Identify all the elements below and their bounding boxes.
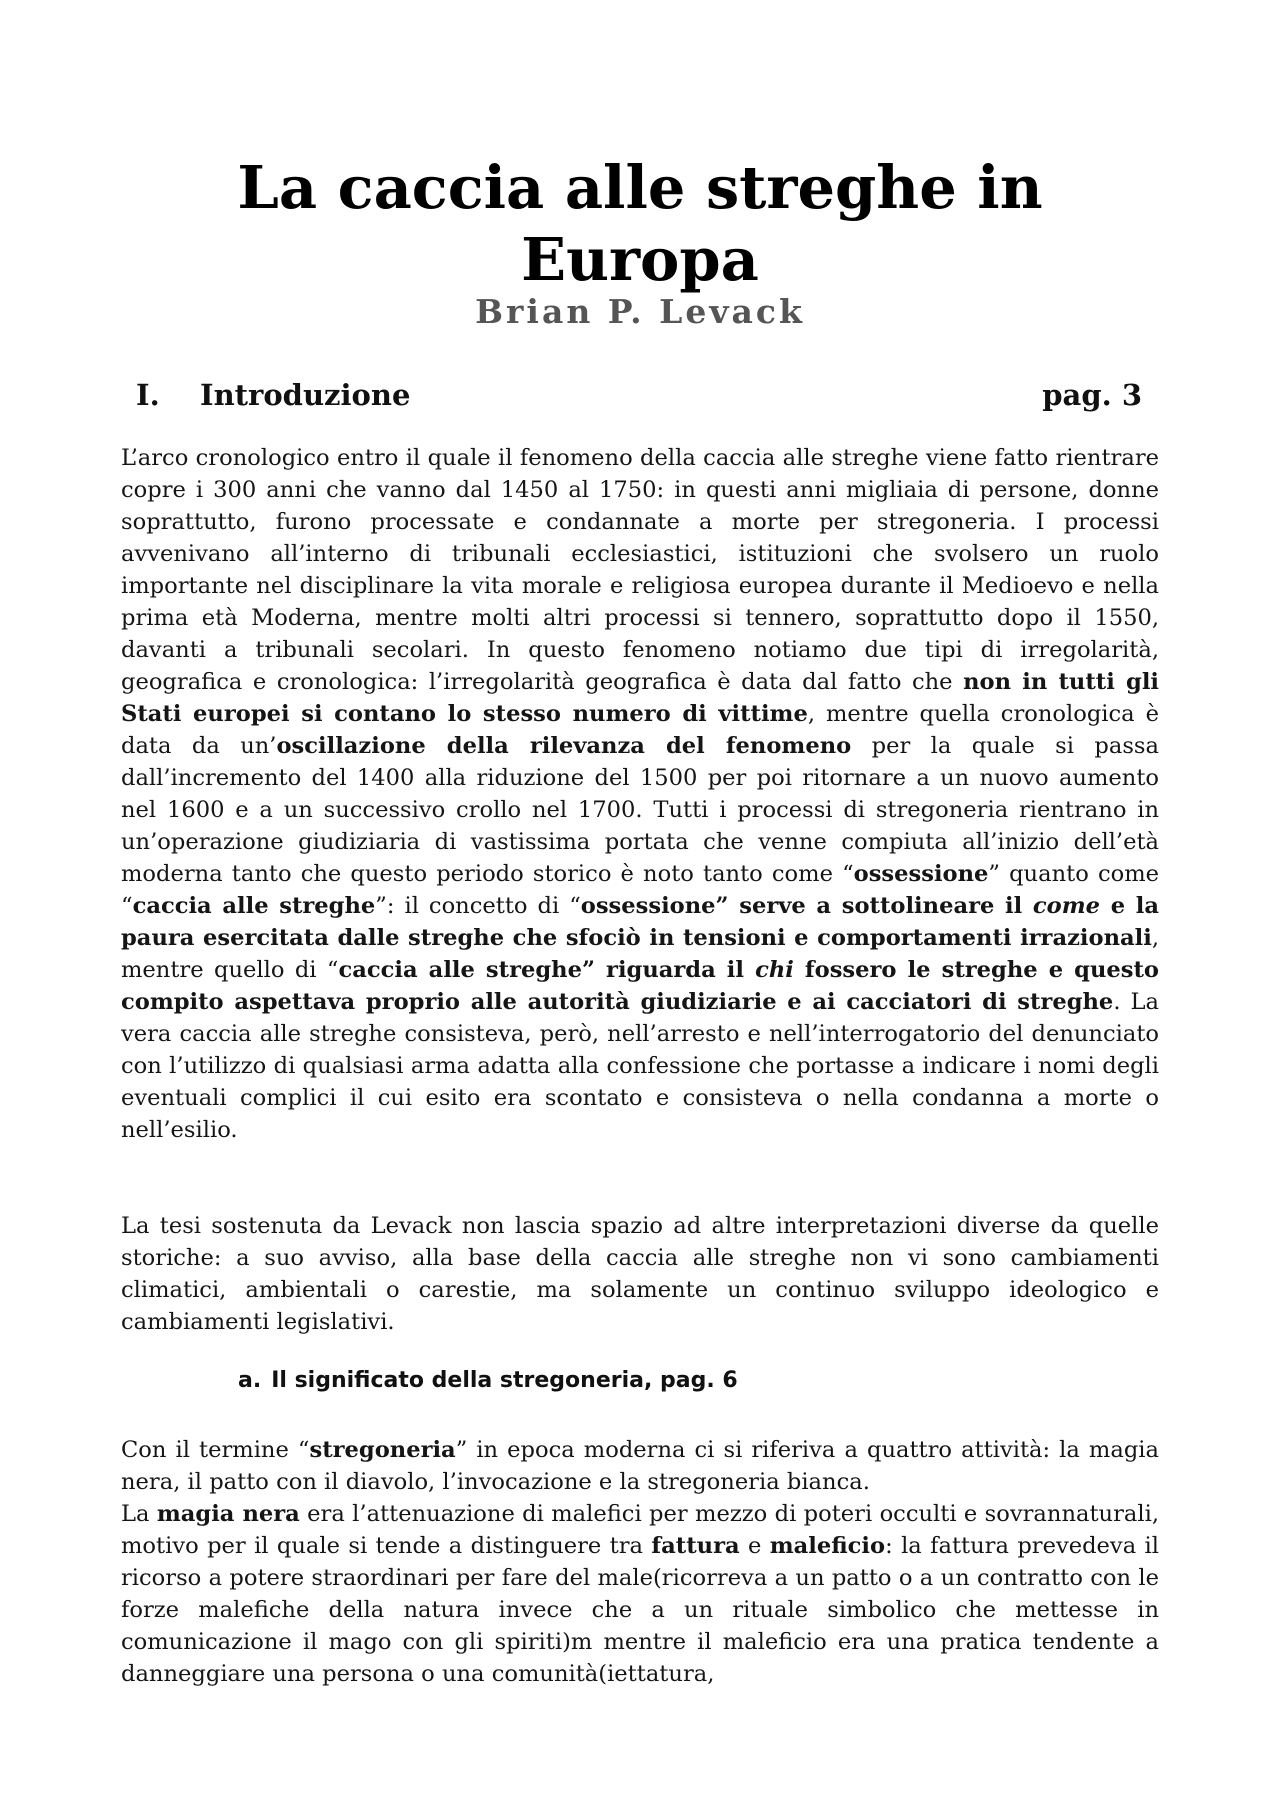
paragraph-thesis: [121, 1210, 1159, 1338]
bold-run: fattura: [651, 1533, 740, 1559]
text-run: La: [121, 1501, 157, 1527]
bold-italic-run: chi: [755, 957, 794, 983]
text-run: Con il termine “: [121, 1437, 310, 1463]
paragraph-stregoneria: [121, 1434, 1159, 1690]
paragraph-text: La tesi sostenuta da Levack non lascia spazio ad altre interpretazioni diverse da quelle storiche: a suo avviso, alla base della caccia alle streghe non vi sono cambiamenti climatici, ambientali o carestie, ma solamente un continuo sviluppo ideologico e cambiamenti legislativi.: [121, 1213, 1159, 1335]
bold-italic-run: come: [1032, 893, 1101, 919]
text-run: e: [739, 1533, 770, 1559]
bold-run: caccia alle streghe: [132, 893, 376, 919]
document-title: [0, 152, 1280, 296]
text-run: ”: il concetto di “: [375, 893, 581, 919]
section-heading-introduzione: [136, 378, 1142, 412]
subsection-heading-significato: [238, 1368, 738, 1393]
bold-run: maleficio: [769, 1533, 886, 1559]
bold-run: fossero le streghe e questo compito aspettava proprio alle autorità giudiziarie e ai cacciatori di streghe: [121, 957, 1159, 1015]
section-title: Introduzione: [200, 378, 411, 412]
subsection-title: Il significato della stregoneria, pag. 6: [271, 1368, 738, 1393]
text-run: . La vera caccia alle streghe consisteva, però, nell’arresto e nell’interrogatorio del denunciato con l’utilizzo di qualsiasi arma adatta alla confessione che portasse a indicare i nomi degli eventuali complici il cui esito era scontato e consisteva o nella condanna a morte o nell’esilio.: [121, 989, 1160, 1143]
section-number: I.: [136, 378, 160, 412]
bold-run: magia nera: [156, 1501, 300, 1527]
text-run: era l’attenuazione di malefici per mezzo di poteri occulti e sovrannaturali, motivo per il quale si tende a distinguere tra: [121, 1501, 1160, 1559]
text-run: ” in epoca moderna ci si riferiva a quattro attività: la magia nera, il patto con il diavolo, l’invocazione e la stregoneria bianca.: [121, 1437, 1159, 1495]
text-run: per la quale si passa dall’incremento del 1400 alla riduzione del 1500 per poi ritornare a un nuovo aumento nel 1600 e a un successivo crollo nel 1700. Tutti i processi di stregoneria rientrano in un’operazione giudiziaria di vastissima portata che venne compiuta all’inizio dell’età moderna tanto che questo periodo storico è noto tanto come “: [121, 733, 1159, 887]
bold-run: stregoneria: [309, 1437, 456, 1463]
text-run: , mentre quello di “: [121, 925, 1159, 983]
bold-run: caccia alle streghe” riguarda il: [338, 957, 756, 983]
author-name: Brian P. Levack: [475, 292, 805, 331]
text-run: , mentre quella cronologica è data da un’: [121, 701, 1159, 759]
bold-run: ossessione: [853, 861, 989, 887]
title-line-2: Europa: [521, 225, 759, 294]
text-run: : la fattura prevedeva il ricorso a potere straordinari per fare del male(ricorreva a un patto o a un contratto con le forze malefiche della natura invece che a un rituale simbolico che mettesse in comunicazione il mago con gli spiriti)m mentre il maleficio era una pratica tendente a danneggiare una persona o una comunità(iettatura,: [121, 1533, 1159, 1687]
bold-run: ossessione” serve a sottolineare il: [580, 893, 1033, 919]
subsection-label: a.: [238, 1368, 262, 1393]
paragraph-intro: [121, 442, 1159, 1146]
bold-run: non in tutti gli Stati europei si contano lo stesso numero di vittime: [121, 669, 1159, 727]
text-run: ” quanto come “: [121, 861, 1159, 919]
bold-run: oscillazione della rilevanza del fenomeno: [276, 733, 852, 759]
section-page-ref: pag. 3: [1042, 378, 1142, 412]
bold-run: e la paura esercitata dalle streghe che sfociò in tensioni e comportamenti irrazionali: [121, 893, 1159, 951]
text-run: L’arco cronologico entro il quale il fenomeno della caccia alle streghe viene fatto rientrare copre i 300 anni che vanno dal 1450 al 1750: in questi anni migliaia di persone, donne soprattutto, furono processate e condannate a morte per stregoneria. I processi avvenivano all’interno di tribunali ecclesiastici, istituzioni che svolsero un ruolo importante nel disciplinare la vita morale e religiosa europea durante il Medioevo e nella prima età Moderna, mentre molti altri processi si tennero, soprattutto dopo il 1550, davanti a tribunali secolari. In questo fenomeno notiamo due tipi di irregolarità, geografica e cronologica: l’irregolarità geografica è data dal fatto che: [121, 445, 1159, 695]
title-line-1: La caccia alle streghe in: [237, 153, 1043, 222]
